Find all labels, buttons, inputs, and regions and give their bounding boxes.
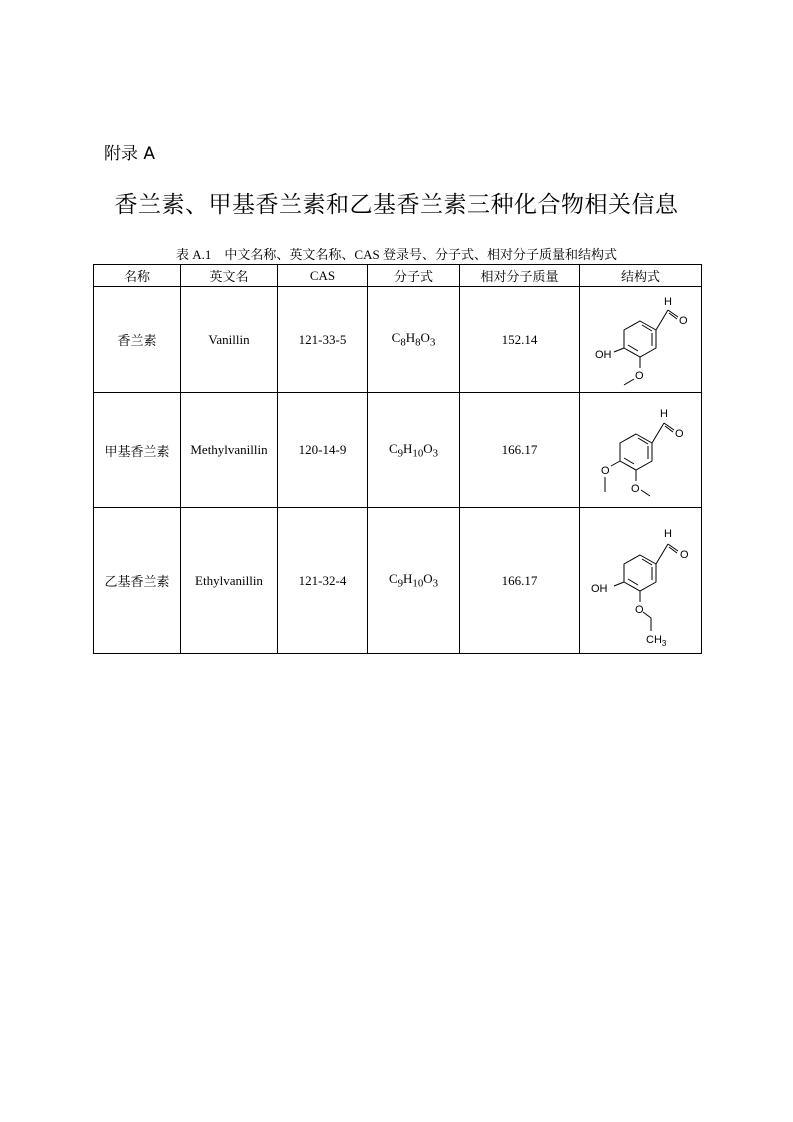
cell-name: 甲基香兰素: [94, 393, 181, 508]
cell-cas: 121-33-5: [278, 287, 368, 393]
cell-mass: 166.17: [460, 508, 580, 654]
cell-name: 乙基香兰素: [94, 508, 181, 654]
cell-structure: [580, 393, 702, 508]
cell-mass: 166.17: [460, 393, 580, 508]
cell-name: 香兰素: [94, 287, 181, 393]
header-name: 名称: [94, 265, 181, 287]
table-caption: 表 A.1 中文名称、英文名称、CAS 登录号、分子式、相对分子质量和结构式: [176, 247, 617, 262]
svg-text:O: O: [601, 465, 610, 477]
header-formula: 分子式: [368, 265, 460, 287]
table-row: [94, 508, 702, 654]
cell-structure: [580, 508, 702, 654]
cell-formula: $C_9H_{10}O_3$: [368, 393, 460, 508]
cell-formula: $C_9H_{10}O_3$: [368, 508, 460, 654]
header-mass: 相对分子质量: [460, 265, 580, 287]
cell-english: Vanillin: [181, 287, 278, 393]
svg-text:O: O: [680, 549, 689, 561]
cell-english: Methylvanillin: [181, 393, 278, 508]
svg-text:O: O: [679, 314, 688, 327]
appendix-label: 附录 A: [104, 144, 156, 164]
vanillin-structure: [580, 290, 701, 390]
svg-text:O: O: [635, 369, 644, 382]
svg-text:OH: OH: [591, 583, 608, 595]
table-header-row: [94, 265, 702, 287]
page-title: 香兰素、甲基香兰素和乙基香兰素三种化合物相关信息: [114, 192, 679, 218]
svg-text:H: H: [664, 295, 672, 308]
ethylvanillin-structure: [580, 513, 701, 648]
svg-text:OH: OH: [595, 348, 612, 361]
cell-english: Ethylvanillin: [181, 508, 278, 654]
table-row: [94, 393, 702, 508]
svg-text:O: O: [675, 428, 684, 440]
header-structure: 结构式: [580, 265, 702, 287]
svg-text:CH3: $CH_3$: [646, 634, 667, 648]
svg-text:O: O: [635, 604, 644, 616]
cell-formula: $C_8H_8O_3$: [368, 287, 460, 393]
cell-structure: [580, 287, 702, 393]
cell-mass: 152.14: [460, 287, 580, 393]
table-row: [94, 287, 702, 393]
svg-text:H: H: [664, 528, 672, 540]
compound-table: [93, 264, 702, 654]
methylvanillin-structure: [580, 396, 701, 504]
header-english: 英文名: [181, 265, 278, 287]
cell-cas: 121-32-4: [278, 508, 368, 654]
header-cas: CAS: [278, 265, 368, 287]
cell-cas: 120-14-9: [278, 393, 368, 508]
svg-text:O: O: [631, 483, 640, 495]
svg-text:H: H: [660, 408, 668, 420]
